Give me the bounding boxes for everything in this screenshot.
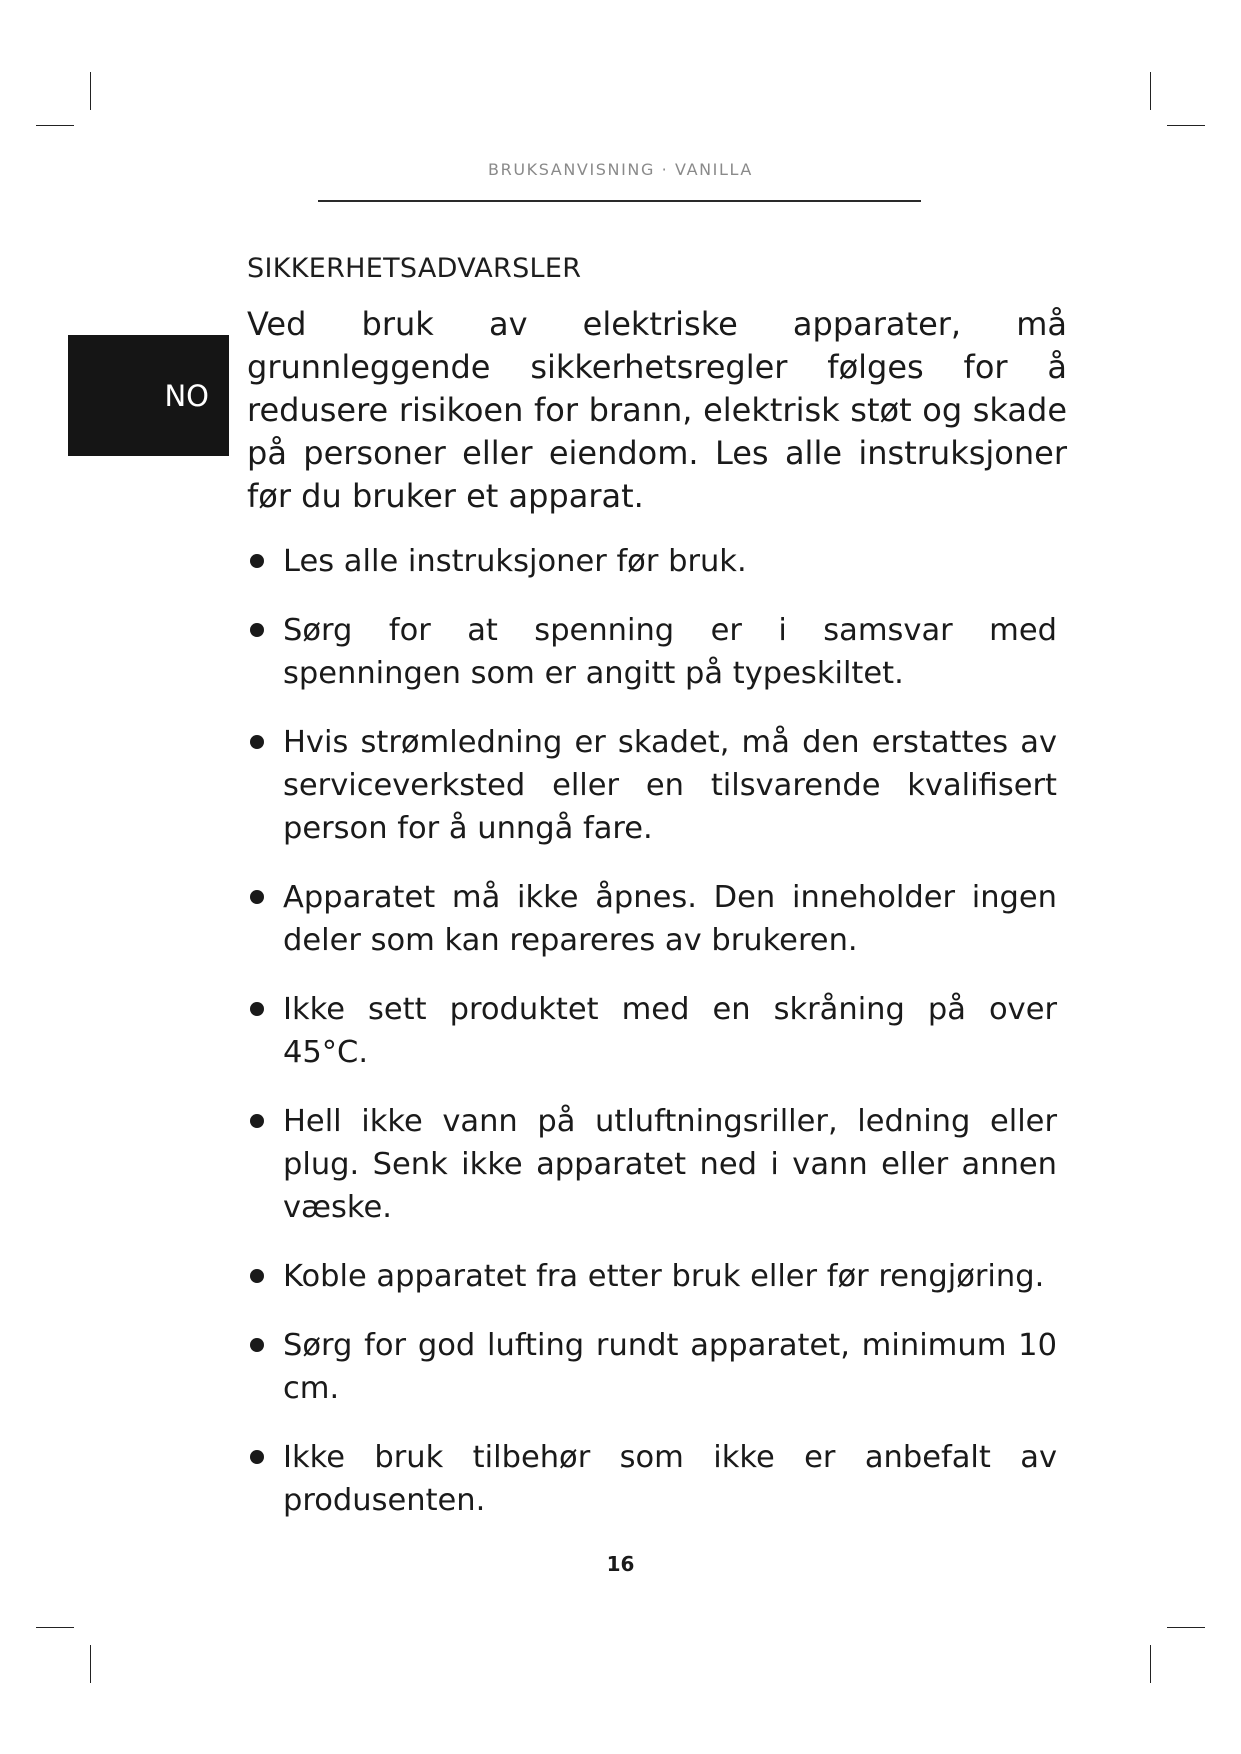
list-item bbox=[247, 1324, 1057, 1410]
crop-mark-bottom-left-v bbox=[90, 1645, 91, 1683]
list-item bbox=[247, 1255, 1057, 1298]
list-item-text: Apparatet må ikke åpnes. Den inneholder ingen deler som kan repareres av brukeren. bbox=[283, 880, 1057, 958]
list-item bbox=[247, 540, 1057, 583]
crop-mark-top-right-v bbox=[1150, 72, 1151, 110]
list-item-text: Sørg for god lufting rundt apparatet, minimum 10 cm. bbox=[283, 1328, 1057, 1406]
crop-mark-bottom-left-h bbox=[36, 1627, 74, 1628]
list-item-text: Ikke sett produktet med en skråning på over 45°C. bbox=[283, 992, 1057, 1070]
list-item bbox=[247, 721, 1057, 850]
crop-mark-bottom-right-v bbox=[1150, 1645, 1151, 1683]
crop-mark-bottom-right-h bbox=[1167, 1627, 1205, 1628]
language-tab bbox=[68, 335, 229, 456]
list-item bbox=[247, 988, 1057, 1074]
bullet-icon bbox=[250, 1450, 264, 1464]
section-title: SIKKERHETSADVARSLER bbox=[247, 253, 582, 284]
crop-mark-top-right-h bbox=[1167, 125, 1205, 126]
bullet-icon bbox=[250, 735, 264, 749]
safety-list bbox=[247, 540, 1057, 1548]
bullet-icon bbox=[250, 1338, 264, 1352]
list-item bbox=[247, 609, 1057, 695]
bullet-icon bbox=[250, 554, 264, 568]
running-header: BRUKSANVISNING · VANILLA bbox=[488, 160, 753, 179]
header-divider bbox=[318, 200, 921, 202]
list-item bbox=[247, 1436, 1057, 1522]
bullet-icon bbox=[250, 1002, 264, 1016]
bullet-icon bbox=[250, 1114, 264, 1128]
list-item-text: Ikke bruk tilbehør som ikke er anbefalt av produsenten. bbox=[283, 1440, 1057, 1518]
list-item-text: Sørg for at spenning er i samsvar med spenningen som er angitt på typeskiltet. bbox=[283, 613, 1057, 691]
list-item-text: Hell ikke vann på utluftningsriller, ledning eller plug. Senk ikke apparatet ned i vann eller annen væske. bbox=[283, 1104, 1057, 1225]
bullet-icon bbox=[250, 1269, 264, 1283]
bullet-icon bbox=[250, 890, 264, 904]
page-number: 16 bbox=[606, 1552, 635, 1576]
list-item-text: Koble apparatet fra etter bruk eller før rengjøring. bbox=[283, 1259, 1045, 1294]
crop-mark-top-left-v bbox=[90, 72, 91, 110]
list-item bbox=[247, 876, 1057, 962]
list-item-text: Les alle instruksjoner før bruk. bbox=[283, 544, 747, 579]
language-tab-label: NO bbox=[164, 378, 209, 413]
bullet-icon bbox=[250, 623, 264, 637]
list-item-text: Hvis strømledning er skadet, må den erstattes av serviceverksted eller en tilsvarende kvalifisert person for å unngå fare. bbox=[283, 725, 1057, 846]
intro-paragraph: Ved bruk av elektriske apparater, må grunnleggende sikkerhetsregler følges for å redusere risikoen for brann, elektrisk støt og skade på personer eller eiendom. Les alle instruksjoner før du bruker et apparat. bbox=[247, 305, 1067, 515]
crop-mark-top-left-h bbox=[36, 125, 74, 126]
list-item bbox=[247, 1100, 1057, 1229]
